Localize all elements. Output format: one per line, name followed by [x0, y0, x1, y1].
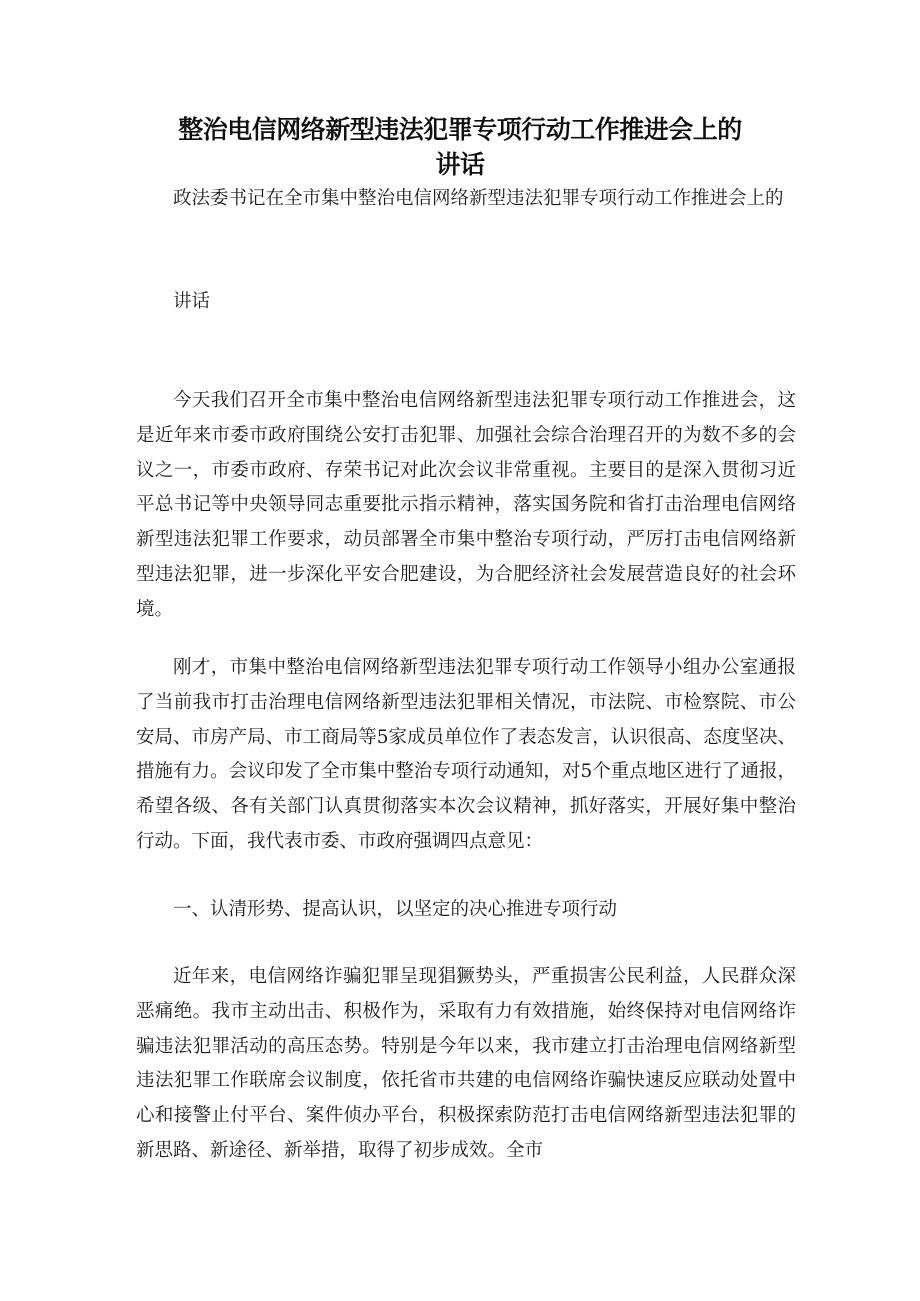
subtitle-text: 政法委书记在全市集中整治电信网络新型违法犯罪专项行动工作推进会上的: [173, 188, 784, 209]
subtitle-line-1: [136, 182, 796, 217]
paragraph-3: 近年来，电信网络诈骗犯罪呈现猖獗势头，严重损害公民利益，人民群众深恶痛绝。我市主动出击、积极作为，采取有力有效措施，始终保持对电信网络诈骗违法犯罪活动的高压态势。特别是今年以来，我市建立打击治理电信网络新型违法犯罪工作联席会议制度，依托省市共建的电信网络诈骗快速反应联动处置中心和接警止付平台、案件侦办平台，积极探索防范打击电信网络新型违法犯罪的新思路、新途径、新举措，取得了初步成效。全市: [136, 966, 796, 1161]
document-title-line-2: 讲话: [435, 150, 485, 179]
paragraph-2: 刚才，市集中整治电信网络新型违法犯罪专项行动工作领导小组办公室通报了当前我市打击治理电信网络新型违法犯罪相关情况，市法院、市检察院、市公安局、市房产局、市工商局等5家成员单位作了表态发言，认识很高、态度坚决、措施有力。会议印发了全市集中整治专项行动通知，对5个重点地区进行了通报，希望各级、各有关部门认真贯彻落实本次会议精神，抓好落实，开展好集中整治行动。下面，我代表市委、市政府强调四点意见：: [136, 657, 796, 852]
section-heading-1: 一、认清形势、提高认识，以坚定的决心推进专项行动: [173, 899, 618, 920]
document-title-line-1: 整治电信网络新型违法犯罪专项行动工作推进会上的: [178, 115, 742, 144]
paragraph-1: 今天我们召开全市集中整治电信网络新型违法犯罪专项行动工作推进会，这是近年来市委市政府围绕公安打击犯罪、加强社会综合治理召开的为数不多的会议之一，市委市政府、存荣书记对此次会议非常重视。主要目的是深入贯彻习近平总书记等中央领导同志重要批示指示精神，落实国务院和省打击治理电信网络新型违法犯罪工作要求，动员部署全市集中整治专项行动，严厉打击电信网络新型违法犯罪，进一步深化平安合肥建设，为合肥经济社会发展营造良好的社会环境。: [136, 390, 796, 620]
subtitle-line-2: 讲话: [173, 291, 211, 312]
